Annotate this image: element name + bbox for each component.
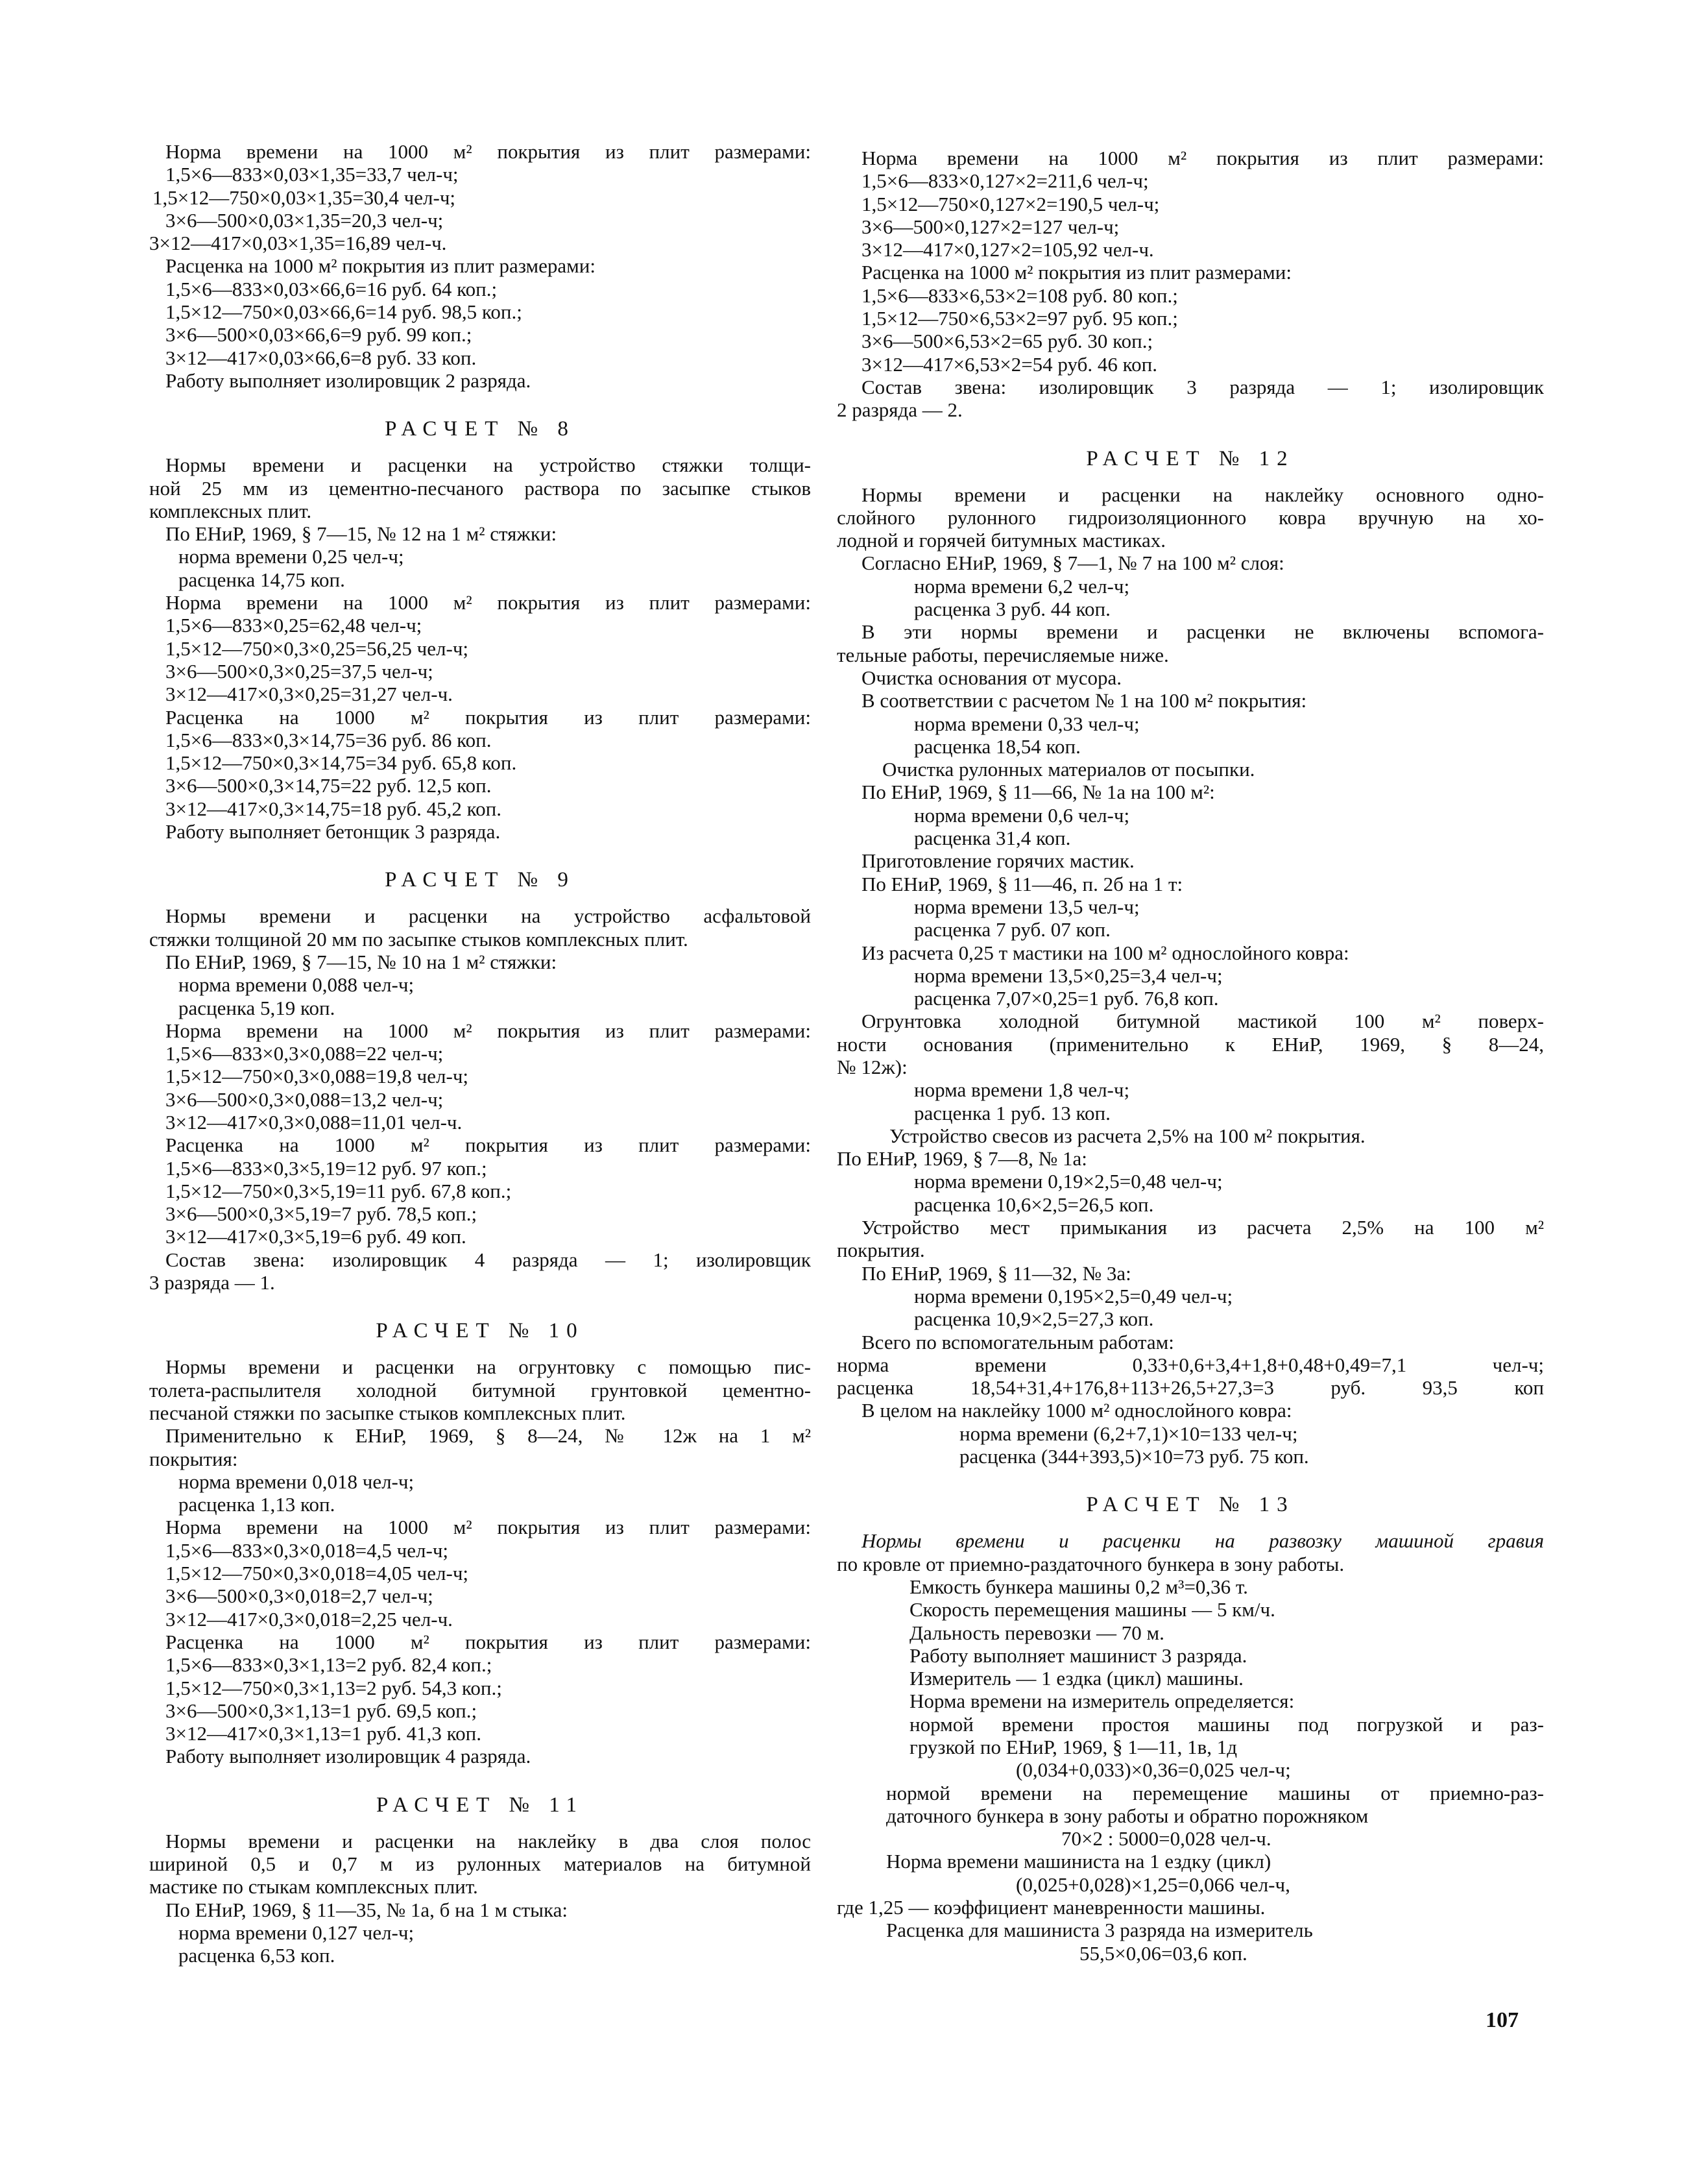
- text-line: Норма времени на 1000 м² покрытия из плит размерами:: [165, 1516, 811, 1539]
- text-line: 3×12—417×0,03×66,6=8 руб. 33 коп.: [165, 346, 477, 369]
- text-line: Дальность перевозки — 70 м.: [909, 1621, 1164, 1644]
- text-line: По ЕНиР, 1969, § 7—8, № 1а:: [837, 1147, 1087, 1171]
- text-line: (0,034+0,033)×0,36=0,025 чел-ч;: [1016, 1758, 1291, 1782]
- text-line: грузкой по ЕНиР, 1969, § 1—11, 1в, 1д: [909, 1736, 1238, 1758]
- text-line: норма времени 0,25 чел-ч;: [178, 545, 404, 568]
- page-number: 107: [1486, 2008, 1519, 2032]
- text-line: 3×6—500×0,3×1,13=1 руб. 69,5 коп.;: [165, 1699, 477, 1722]
- text-line: где 1,25 — коэффициент маневренности машины.: [837, 1896, 1266, 1919]
- text-line: Измеритель — 1 ездка (цикл) машины.: [909, 1667, 1244, 1690]
- text-line: норма времени 0,018 чел-ч;: [178, 1470, 415, 1493]
- section-heading: РАСЧЕТ № 11: [376, 1793, 584, 1817]
- text-line: расценка 7,07×0,25=1 руб. 76,8 коп.: [914, 987, 1219, 1010]
- text-line: Применительно к ЕНиР, 1969, § 8—24, № 12ж на 1 м²: [165, 1424, 811, 1448]
- text-line: По ЕНиР, 1969, § 7—15, № 12 на 1 м² стяжки:: [165, 522, 557, 546]
- text-line: Норма времени на 1000 м² покрытия из плит размерами:: [861, 147, 1544, 169]
- text-line: 1,5×12—750×0,3×5,19=11 руб. 67,8 коп.;: [165, 1179, 512, 1202]
- text-line: лодной и горячей битумных мастиках.: [837, 529, 1166, 552]
- text-line: 70×2 : 5000=0,028 чел-ч.: [1061, 1827, 1271, 1850]
- text-line: расценка 1,13 коп.: [178, 1493, 335, 1516]
- text-line: Расценка на 1000 м² покрытия из плит размерами:: [165, 705, 811, 729]
- text-line: Приготовление горячих мастик.: [861, 849, 1135, 873]
- text-line: 1,5×12—750×0,03×1,35=30,4 чел-ч;: [152, 186, 456, 209]
- text-line: Всего по вспомогательным работам:: [861, 1330, 1174, 1353]
- text-line: 3×12—417×0,3×14,75=18 руб. 45,2 коп.: [165, 797, 501, 820]
- text-line: 3×6—500×0,03×1,35=20,3 чел-ч;: [165, 208, 444, 232]
- text-line: Норма времени машиниста на 1 ездку (цикл): [886, 1850, 1271, 1873]
- text-line: 3×6—500×0,3×0,018=2,7 чел-ч;: [165, 1584, 433, 1608]
- text-line: по кровле от приемно-раздаточного бункера в зону работы.: [837, 1552, 1345, 1575]
- text-line: слойного рулонного гидроизоляционного ковра вручную на хо-: [837, 505, 1544, 529]
- text-line: расценка 10,9×2,5=27,3 коп.: [914, 1307, 1154, 1331]
- text-line: 1,5×6—833×0,3×0,088=22 чел-ч;: [165, 1042, 444, 1065]
- text-line: 1,5×6—833×0,3×14,75=36 руб. 86 коп.: [165, 728, 492, 751]
- text-line: Емкость бункера машины 0,2 м³=0,36 т.: [909, 1575, 1248, 1598]
- text-line: 1,5×6—833×6,53×2=108 руб. 80 коп.;: [861, 284, 1178, 307]
- text-line: расценка 3 руб. 44 коп.: [914, 598, 1111, 621]
- text-line: Состав звена: изолировщик 4 разряда — 1; изолировщик: [165, 1248, 811, 1271]
- section-heading: РАСЧЕТ № 8: [385, 417, 575, 441]
- right-column: [837, 147, 1544, 1965]
- text-line: 1,5×12—750×0,3×0,018=4,05 чел-ч;: [165, 1562, 469, 1585]
- text-line: Согласно ЕНиР, 1969, § 7—1, № 7 на 100 м² слоя:: [861, 552, 1284, 575]
- text-line: расценка 18,54+31,4+176,8+113+26,5+27,3=3 руб. 93,5 коп: [837, 1376, 1544, 1400]
- text-line: Нормы времени и расценки на развозку машиной гравия: [861, 1529, 1544, 1553]
- text-line: Расценка на 1000 м² покрытия из плит размерами:: [165, 1134, 811, 1157]
- text-line: даточного бункера в зону работы и обратно порожняком: [886, 1804, 1369, 1827]
- text-line: норма времени (6,2+7,1)×10=133 чел-ч;: [959, 1422, 1298, 1445]
- text-line: Устройство свесов из расчета 2,5% на 100 м² покрытия.: [889, 1124, 1366, 1147]
- text-line: норма времени 0,127 чел-ч;: [178, 1921, 415, 1944]
- text-line: 3 разряда — 1.: [149, 1271, 275, 1294]
- section-heading: РАСЧЕТ № 10: [376, 1319, 584, 1343]
- text-line: 1,5×12—750×0,3×0,088=19,8 чел-ч;: [165, 1065, 469, 1088]
- text-line: 3×12—417×0,3×0,088=11,01 чел-ч.: [165, 1110, 463, 1134]
- text-line: Устройство мест примыкания из расчета 2,5% на 100 м²: [861, 1216, 1544, 1239]
- text-line: Нормы времени и расценки на огрунтовку с помощью пис-: [165, 1355, 811, 1379]
- text-line: шириной 0,5 и 0,7 м из рулонных материалов на битумной: [149, 1852, 811, 1875]
- text-line: расценка 31,4 коп.: [914, 827, 1071, 850]
- text-line: норма времени 0,33 чел-ч;: [914, 712, 1140, 735]
- text-line: Расценка для машиниста 3 разряда на измеритель: [886, 1919, 1313, 1942]
- text-line: 1,5×6—833×0,3×1,13=2 руб. 82,4 коп.;: [165, 1653, 492, 1677]
- text-line: 1,5×6—833×0,3×0,018=4,5 чел-ч;: [165, 1538, 449, 1562]
- text-line: Расценка на 1000 м² покрытия из плит размерами:: [861, 261, 1292, 284]
- text-line: Работу выполняет бетонщик 3 разряда.: [165, 820, 501, 843]
- text-line: песчаной стяжки по засыпке стыков комплексных плит.: [149, 1401, 626, 1424]
- text-line: расценка 6,53 коп.: [178, 1944, 335, 1967]
- text-line: 3×6—500×0,127×2=127 чел-ч;: [861, 215, 1120, 238]
- text-line: По ЕНиР, 1969, § 11—66, № 1а на 100 м²:: [861, 781, 1215, 804]
- text-line: 3×12—417×0,03×1,35=16,89 чел-ч.: [149, 232, 447, 255]
- text-line: тельные работы, перечисляемые ниже.: [837, 643, 1169, 666]
- text-line: В соответствии с расчетом № 1 на 100 м² покрытия:: [861, 689, 1307, 712]
- text-line: покрытия:: [149, 1447, 238, 1470]
- text-line: 1,5×12—750×0,3×0,25=56,25 чел-ч;: [165, 637, 469, 660]
- text-line: Нормы времени и расценки на устройство асфальтовой: [165, 904, 811, 928]
- text-line: норма времени 0,195×2,5=0,49 чел-ч;: [914, 1284, 1233, 1307]
- text-line: Работу выполняет изолировщик 4 разряда.: [165, 1745, 531, 1768]
- text-line: Очистка рулонных материалов от посыпки.: [882, 758, 1255, 781]
- text-line: 3×12—417×6,53×2=54 руб. 46 коп.: [861, 352, 1157, 376]
- text-line: (0,025+0,028)×1,25=0,066 чел-ч,: [1016, 1873, 1290, 1896]
- text-line: 1,5×6—833×0,03×66,6=16 руб. 64 коп.;: [165, 277, 498, 300]
- section-heading: РАСЧЕТ № 12: [1086, 446, 1295, 470]
- text-line: Расценка на 1000 м² покрытия из плит размерами:: [165, 254, 596, 278]
- text-line: 1,5×12—750×0,03×66,6=14 руб. 98,5 коп.;: [165, 300, 522, 324]
- section-heading: РАСЧЕТ № 13: [1086, 1493, 1295, 1517]
- text-line: 3×12—417×0,3×0,018=2,25 чел-ч.: [165, 1607, 453, 1631]
- text-line: 3×6—500×6,53×2=65 руб. 30 коп.;: [861, 330, 1153, 353]
- text-line: норма времени 13,5×0,25=3,4 чел-ч;: [914, 964, 1223, 987]
- text-line: 2 разряда — 2.: [837, 398, 963, 422]
- text-line: норма времени 0,088 чел-ч;: [178, 973, 415, 997]
- section-heading: РАСЧЕТ № 9: [385, 868, 575, 892]
- text-line: Норма времени на измеритель определяется:: [909, 1690, 1295, 1713]
- text-line: расценка 7 руб. 07 коп.: [914, 918, 1111, 941]
- text-line: 3×6—500×0,3×5,19=7 руб. 78,5 коп.;: [165, 1202, 477, 1226]
- text-line: 3×6—500×0,3×0,25=37,5 чел-ч;: [165, 659, 433, 683]
- text-line: Работу выполняет машинист 3 разряда.: [909, 1644, 1247, 1667]
- text-line: покрытия.: [837, 1239, 925, 1262]
- text-line: Норма времени на 1000 м² покрытия из плит размерами:: [165, 1019, 811, 1042]
- text-line: толета-распылителя холодной битумной грунтовкой цементно-: [149, 1378, 811, 1401]
- text-line: 3×6—500×0,3×0,088=13,2 чел-ч;: [165, 1087, 444, 1111]
- text-line: Нормы времени и расценки на устройство стяжки толщи-: [165, 454, 811, 477]
- text-line: 55,5×0,06=03,6 коп.: [1079, 1941, 1247, 1965]
- text-line: Работу выполняет изолировщик 2 разряда.: [165, 369, 531, 392]
- text-line: Огрунтовка холодной битумной мастикой 100 м² поверх-: [861, 1010, 1544, 1033]
- text-line: 3×12—417×0,3×5,19=6 руб. 49 коп.: [165, 1225, 466, 1248]
- text-line: Норма времени на 1000 м² покрытия из плит размерами:: [165, 591, 811, 614]
- text-line: расценка 10,6×2,5=26,5 коп.: [914, 1193, 1154, 1216]
- text-line: По ЕНиР, 1969, § 11—46, п. 2б на 1 т:: [861, 872, 1183, 895]
- text-line: Расценка на 1000 м² покрытия из плит размерами:: [165, 1630, 811, 1653]
- text-line: 1,5×6—833×0,03×1,35=33,7 чел-ч;: [165, 163, 459, 186]
- text-line: Очистка основания от мусора.: [861, 666, 1122, 689]
- text-line: ной 25 мм из цементно-песчаного раствора по засыпке стыков: [149, 476, 811, 500]
- text-line: Скорость перемещения машины — 5 км/ч.: [909, 1598, 1275, 1621]
- text-line: 1,5×12—750×6,53×2=97 руб. 95 коп.;: [861, 307, 1178, 330]
- text-line: расценка 18,54 коп.: [914, 734, 1081, 758]
- text-line: расценка (344+393,5)×10=73 руб. 75 коп.: [959, 1445, 1309, 1468]
- text-line: 1,5×12—750×0,3×14,75=34 руб. 65,8 коп.: [165, 751, 517, 775]
- text-line: Нормы времени и расценки на наклейку основного одно-: [861, 483, 1544, 506]
- text-line: норма времени 13,5 чел-ч;: [914, 895, 1140, 918]
- text-line: 3×6—500×0,03×66,6=9 руб. 99 коп.;: [165, 323, 472, 346]
- text-line: Из расчета 0,25 т мастики на 100 м² однослойного ковра:: [861, 941, 1349, 964]
- text-line: По ЕНиР, 1969, § 11—32, № 3а:: [861, 1261, 1131, 1285]
- text-line: 1,5×6—833×0,127×2=211,6 чел-ч;: [861, 169, 1149, 193]
- text-line: 1,5×6—833×0,3×5,19=12 руб. 97 коп.;: [165, 1156, 487, 1180]
- left-column: [149, 140, 811, 1967]
- text-line: В целом на наклейку 1000 м² однослойного ковра:: [861, 1399, 1292, 1422]
- text-line: В эти нормы времени и расценки не включены вспомога-: [861, 620, 1544, 644]
- text-line: По ЕНиР, 1969, § 11—35, № 1а, б на 1 м стыка:: [165, 1898, 568, 1921]
- text-line: норма времени 0,19×2,5=0,48 чел-ч;: [914, 1170, 1223, 1193]
- text-line: нормой времени простоя машины под погрузкой и раз-: [909, 1712, 1544, 1736]
- text-line: 1,5×12—750×0,127×2=190,5 чел-ч;: [861, 192, 1160, 215]
- text-line: стяжки толщиной 20 мм по засыпке стыков комплексных плит.: [149, 927, 688, 951]
- text-line: мастике по стыкам комплексных плит.: [149, 1875, 478, 1899]
- text-line: расценка 14,75 коп.: [178, 568, 345, 591]
- text-line: Состав звена: изолировщик 3 разряда — 1; изолировщик: [861, 375, 1544, 398]
- text-line: 3×6—500×0,3×14,75=22 руб. 12,5 коп.: [165, 774, 492, 797]
- text-line: По ЕНиР, 1969, § 7—15, № 10 на 1 м² стяжки:: [165, 950, 557, 973]
- text-line: норма времени 0,33+0,6+3,4+1,8+0,48+0,49=7,1 чел-ч;: [837, 1353, 1544, 1376]
- text-line: норма времени 1,8 чел-ч;: [914, 1078, 1130, 1102]
- text-line: 3×12—417×0,3×1,13=1 руб. 41,3 коп.: [165, 1722, 481, 1745]
- text-line: 1,5×6—833×0,25=62,48 чел-ч;: [165, 614, 422, 637]
- text-line: Нормы времени и расценки на наклейку в два слоя полос: [165, 1829, 811, 1852]
- text-line: Норма времени на 1000 м² покрытия из плит размерами:: [165, 140, 811, 163]
- text-line: 3×12—417×0,3×0,25=31,27 чел-ч.: [165, 683, 453, 706]
- text-line: 1,5×12—750×0,3×1,13=2 руб. 54,3 коп.;: [165, 1676, 502, 1699]
- text-line: нормой времени на перемещение машины от приемно-раз-: [886, 1781, 1544, 1804]
- text-line: норма времени 6,2 чел-ч;: [914, 574, 1130, 598]
- text-line: расценка 1 руб. 13 коп.: [914, 1101, 1111, 1124]
- text-line: норма времени 0,6 чел-ч;: [914, 803, 1130, 827]
- text-line: № 12ж):: [837, 1055, 908, 1078]
- text-line: комплексных плит.: [149, 499, 312, 522]
- text-line: 3×12—417×0,127×2=105,92 чел-ч.: [861, 238, 1154, 261]
- text-line: расценка 5,19 коп.: [178, 996, 335, 1019]
- text-line: ности основания (применительно к ЕНиР, 1969, § 8—24,: [837, 1032, 1544, 1056]
